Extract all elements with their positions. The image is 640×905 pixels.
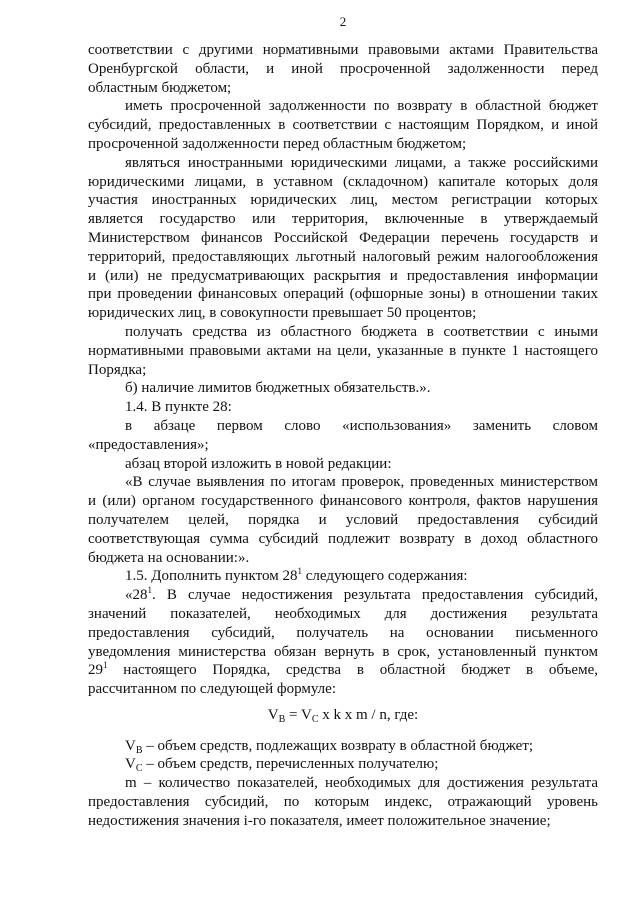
text-line: абзац второй изложить в новой редакции: [125,455,392,472]
paragraph [88,379,598,398]
text-line: юридических лиц, в совокупности превышает 50 процентов; [88,305,477,322]
text-line: значений показателей, необходимых для достижения результата [88,605,598,622]
superscript: 1 [103,660,108,671]
symbol: V [125,756,136,773]
text-line [88,755,598,774]
formula-symbol: V [267,706,279,723]
definition [88,774,598,830]
text-line: субсидий, предоставленных в соответствии с настоящим Порядком, и иной [88,117,598,134]
text-line: получать средства из областного бюджета в соответствии с иными [125,323,598,340]
paragraph [88,323,598,379]
document-body [88,41,598,831]
text-line: иметь просроченной задолженности по возврату в областной бюджет [125,98,598,115]
text-line: и (или) не предусматривающих раскрытия и предоставления информации [88,267,598,284]
text-line: в абзаце первом слово «использования» заменить словом [125,417,598,434]
text-line: 1.4. В пункте 28: [125,399,232,416]
text-segment: 29 [88,662,103,679]
definition [88,737,598,756]
symbol: V [125,737,136,754]
subscript: B [278,713,286,725]
text-line: юридическими лицами, в уставном (складочном) капитале которых доля [88,173,598,190]
paragraph [88,567,598,586]
subscript: C [135,763,143,775]
text-line [88,737,598,756]
paragraph [88,41,598,97]
text-line: б) наличие лимитов бюджетных обязательств.». [125,380,431,397]
text-line: являться иностранными юридическими лицами, а также российскими [125,154,598,171]
text-line: участия иностранных юридических лиц, местом регистрации которых [88,192,598,209]
text-line: нормативными правовыми актами на цели, указанные в пункте 1 настоящего [88,342,598,359]
text-line: является государство или территория, включенные в утверждаемый [88,211,598,228]
text-line: предоставления субсидий, по которым индекс, отражающий уровень [88,794,598,811]
subscript: B [135,744,143,756]
text-line: и (или) органом государственного финансового контроля, фактов нарушения [88,493,598,510]
text-line [88,567,598,586]
paragraph [88,586,598,699]
formula-segment: = V [285,706,312,723]
text-line: бюджета на основании:». [88,549,250,566]
text-segment: . В случае недостижения результата предоставления субсидий, [152,587,598,604]
text-line: m – количество показателей, необходимых для достижения результата [125,775,598,792]
text-segment: настоящего Порядка, средства в областной бюджет в объеме, [107,662,598,679]
text-line: получателем целей, порядка и условий предоставления субсидий [88,511,598,528]
text-line: Порядка; [88,361,147,378]
superscript: 1 [147,585,152,596]
text-segment: следующего содержания: [301,568,468,585]
text-line: уведомления министерства обязан вернуть в срок, установленный пунктом [88,643,598,660]
page-number: 2 [339,14,347,29]
text-line: «В случае выявления по итогам проверок, проведенных министерством [125,474,598,491]
text-line: предоставления субсидий, получатель на основании письменного [88,624,598,641]
paragraph [88,473,598,567]
text-line: недостижения значения i-го показателя, имеет положительное значение; [88,812,551,829]
text-line: соответствии с другими нормативными правовыми актами Правительства [88,42,598,58]
text-line: при проведении финансовых операций (офшорные зоны) в отношении таких [88,286,598,303]
paragraph [88,154,598,323]
text-line [88,661,598,680]
formula [88,706,598,725]
superscript: 1 [297,566,302,577]
subscript: C [311,713,319,725]
paragraph [88,97,598,153]
text-segment: 1.5. Дополнить пунктом 28 [125,568,298,585]
definition [88,755,598,774]
text-line: областным бюджетом; [88,79,232,96]
text-line: «предоставления»; [88,436,209,453]
text-segment: «28 [125,587,148,604]
text-line: территорий, предоставляющих льготный налоговый режим налогообложения [88,248,598,265]
text-segment: – объем средств, подлежащих возврату в областной бюджет; [142,737,534,754]
text-line: Оренбургской области, и иной просроченной задолженности перед [88,60,598,77]
text-line [88,586,598,605]
paragraph [88,398,598,417]
formula-segment: x k x m / n, где: [318,706,419,723]
text-segment: – объем средств, перечисленных получателю; [142,756,439,773]
paragraph [88,417,598,455]
text-line: соответствующая сумма субсидий подлежит возврату в доход областного [88,530,598,547]
text-line: рассчитанном по следующей формуле: [88,681,336,698]
paragraph [88,455,598,474]
text-line: просроченной задолженности перед областным бюджетом; [88,135,467,152]
text-line: Министерством финансов Российской Федерации перечень государств и [88,229,598,246]
